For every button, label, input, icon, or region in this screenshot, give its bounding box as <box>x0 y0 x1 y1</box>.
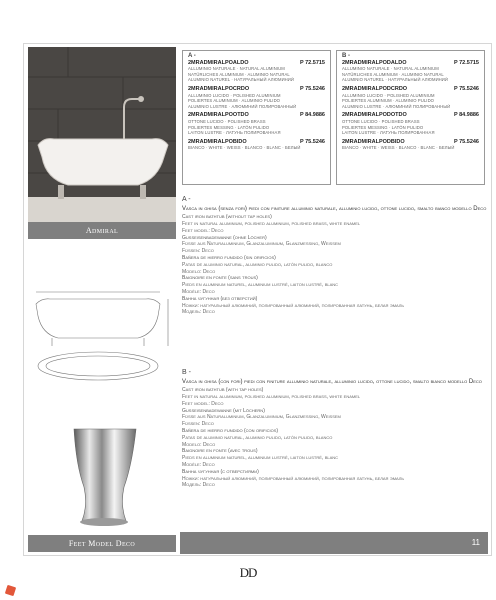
finish-line: ALLUMINIO NATURALE · NATURAL ALUMINIUM <box>188 66 285 72</box>
finish-line: ALUMINIO LUSTRE · АЛЮМИНИЙ ПОЛИРОВАННЫЙ <box>342 103 451 109</box>
price: P 75.5246 <box>454 138 479 145</box>
desc-line: Cast iron bathtub (without tap holes) <box>182 214 272 221</box>
bathtub-technical-drawing <box>28 280 176 385</box>
product-code: 2MRADMIRALPODBIDO <box>342 138 405 145</box>
section-title: Vasca in ghisa (con fori) piedi con finiture alluminio naturale, alluminio lucido, ottone lucido, smalto bianco modello Deco <box>182 378 482 385</box>
desc-line: Модель: Deco <box>182 482 215 489</box>
code-entry <box>188 61 325 83</box>
finish-line: NATÜRLICHES ALUMINIUM · ALUMINIO NATURAL <box>342 71 444 77</box>
desc-line: Baignoire en fonte (avec trous) <box>182 448 258 455</box>
desc-line: Feet model: Deco <box>182 400 224 407</box>
finish-line: OTTONE LUCIDO · POLISHED BRASS <box>342 118 420 124</box>
finish-line: POLIERTES ALUMINIUM · ALUMINIO PULIDO <box>188 98 281 104</box>
desc-line: Bañera de hierro fundido (con orificios) <box>182 427 279 434</box>
desc-line: Modèle: Deco <box>182 288 215 295</box>
desc-line: Patas de aluminio natural, aluminio pulido, latón pulido, blanco <box>182 434 333 441</box>
desc-line: Bañera de hierro fundido (sin orificios) <box>182 254 276 261</box>
code-entry <box>342 87 479 109</box>
product-code-boxes <box>180 47 488 188</box>
desc-line: Pieds en aluminium naturel, aluminium lustré, laiton lustré, blanc <box>182 455 339 462</box>
finish-line: BIANCO · WHITE · WEISS · BLANCO · BLANC · БЕЛЫЙ <box>188 145 301 151</box>
code-entry <box>188 87 325 109</box>
price: P 75.5246 <box>300 85 325 92</box>
price: P 72.5715 <box>454 59 479 66</box>
section-a-description <box>182 197 488 316</box>
price: P 75.5246 <box>454 85 479 92</box>
product-code: 2MRADMIRALPODALDO <box>342 59 407 66</box>
page-number: 11 <box>471 538 480 547</box>
desc-line: Füsse aus Naturaluminium, Glanzaluminium, Glanzmessing, Weissem <box>182 241 341 248</box>
price: P 84.9886 <box>300 112 325 119</box>
code-entry <box>342 113 479 135</box>
page-number-bar <box>180 532 488 554</box>
product-code: 2MRADMIRALPOCRDO <box>188 85 250 92</box>
finish-line: ALUMINIO LUSTRE · АЛЮМИНИЙ ПОЛИРОВАННЫЙ <box>188 103 297 109</box>
finish-line: POLIERTES MESSING · LATÓN PULIDO <box>342 124 424 130</box>
price: P 75.5246 <box>300 138 325 145</box>
finish-line: NATÜRLICHES ALUMINIUM · ALUMINIO NATURAL <box>188 71 290 77</box>
desc-line: Feet in natural aluminium, polished aluminium, polished brass, white enamel <box>182 221 361 227</box>
finish-line: BIANCO · WHITE · WEISS · BLANCO · BLANC · БЕЛЫЙ <box>342 145 455 151</box>
finish-line: ALLUMINIO LUCIDO · POLISHED ALUMINIUM <box>342 92 435 98</box>
desc-line: Feet in natural aluminium, polished aluminium, polished brass, white enamel <box>182 394 361 400</box>
desc-line: Füsse aus Naturaluminium, Glanzaluminium, Glanzmessing, Weissem <box>182 414 341 421</box>
desc-line: Modèle: Deco <box>182 461 215 468</box>
desc-line: Модель: Deco <box>182 309 215 316</box>
desc-line: Pieds en aluminium naturel, aluminium lustré, laiton lustré, blanc <box>182 282 339 289</box>
finish-line: POLIERTES ALUMINIUM · ALUMINIO PULIDO <box>342 98 435 104</box>
code-box-b <box>336 50 485 185</box>
desc-line: Modelo: Deco <box>182 441 216 448</box>
product-code: 2MRADMIRALPODCRDO <box>342 85 408 92</box>
code-box-a <box>182 50 331 185</box>
finish-line: LAITON LUSTRE · ЛАТУНЬ ПОЛИРОВАННАЯ <box>342 130 435 136</box>
product-code: 2MRADMIRALPOALDO <box>188 59 249 66</box>
section-title: Vasca in ghisa (senza fori) piedi con finiture alluminio naturale, alluminio lucido, ottone lucido, smalto bianco modello Deco <box>182 205 487 212</box>
bathtub-photo <box>28 47 176 222</box>
finish-line: ALLUMINIO NATURALE · NATURAL ALUMINIUM <box>342 66 439 72</box>
finish-line: LAITON LUSTRE · ЛАТУНЬ ПОЛИРОВАННАЯ <box>188 130 281 136</box>
code-entry <box>188 113 325 135</box>
section-label: A - <box>182 196 191 203</box>
desc-line: Gusseisenbadewanne (mit Löchern) <box>182 407 265 414</box>
box-label: A - <box>188 53 196 59</box>
desc-line: Feet model: Deco <box>182 227 224 234</box>
caption-feet-model-deco: Feet Model Deco <box>28 535 176 552</box>
desc-line: Cast iron bathtub (with tap holes) <box>182 387 264 394</box>
desc-line: Baignoire en fonte (sans trous) <box>182 275 258 282</box>
finish-line: ALLUMINIO LUCIDO · POLISHED ALUMINIUM <box>188 92 281 98</box>
finish-line: ALUMINIO NATUREL · НАТУРАЛЬНЫЙ АЛЮМИНИЙ <box>188 77 295 83</box>
section-label: B - <box>182 369 191 376</box>
desc-line: Ножки: натуральный алюминий, полированный алюминий, полированная латунь, белая эмаль <box>182 475 405 482</box>
desc-line: Ванна чугунная (без отверстий) <box>182 295 258 302</box>
product-code: 2MRADMIRALPOOTDO <box>188 112 249 119</box>
finish-line: ALUMINIO NATUREL · НАТУРАЛЬНЫЙ АЛЮМИНИЙ <box>342 77 449 83</box>
code-entry <box>342 140 479 151</box>
finish-line: POLIERTES MESSING · LATÓN PULIDO <box>188 124 270 130</box>
price: P 72.5715 <box>300 59 325 66</box>
desc-line: Ванна чугунная (с отверстиями) <box>182 468 259 475</box>
desc-line: Füssen: Deco <box>182 421 214 428</box>
code-entry <box>342 61 479 83</box>
desc-line: Patas de aluminio natural, aluminio pulido, latón pulido, blanco <box>182 261 333 268</box>
desc-line: Ножки: натуральный алюминий, полированный алюминий, полированная латунь, белая эмаль <box>182 302 405 309</box>
pdf-icon <box>5 585 16 596</box>
product-code: 2MRADMIRALPODOTDO <box>342 112 407 119</box>
brand-logo: DD <box>239 565 257 580</box>
desc-line: Gusseisenbadewanne (ohne Löcher) <box>182 234 267 241</box>
caption-admiral: Admiral <box>28 222 176 239</box>
product-code: 2MRADMIRALPOBIDO <box>188 138 247 145</box>
desc-line: Modelo: Deco <box>182 268 216 275</box>
box-label: B - <box>342 53 350 59</box>
code-entry <box>188 140 325 151</box>
finish-line: OTTONE LUCIDO · POLISHED BRASS <box>188 118 266 124</box>
price: P 84.9886 <box>454 112 479 119</box>
foot-deco-photo <box>28 425 176 585</box>
desc-line: Füssen: Deco <box>182 248 214 255</box>
left-column <box>28 47 176 554</box>
section-b-description <box>182 370 488 489</box>
